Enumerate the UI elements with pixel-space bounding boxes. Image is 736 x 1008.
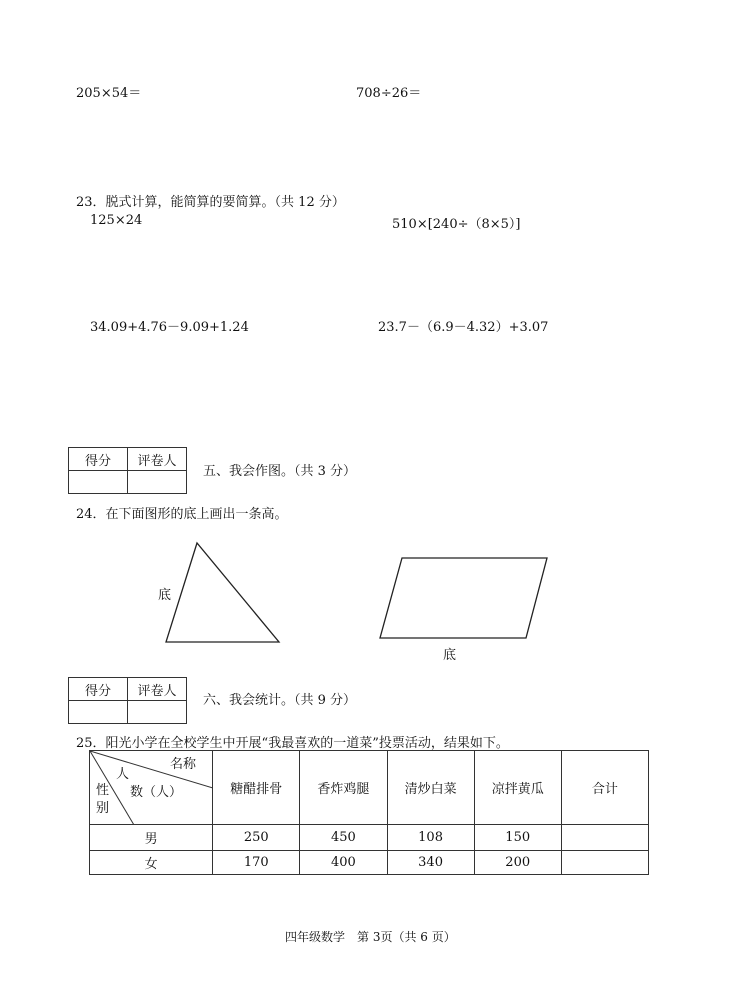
problem-divide: 708÷26＝ [356,86,422,101]
vote-table [89,750,649,875]
column-header: 凉拌黄瓜 [474,751,561,825]
q23-problem-2: 510×[240÷（8×5）] [392,217,521,232]
q23-problem-4: 23.7－（6.9－4.32）+3.07 [378,320,549,335]
total-cell[interactable] [561,825,648,851]
grader-label: 评卷人 [128,678,187,701]
table-row [90,825,649,851]
score-label: 得分 [69,678,128,701]
table-cell: 150 [474,825,561,851]
header-count-label: 数（人） [130,785,183,800]
q24-title: 24．在下面图形的底上画出一条高。 [76,507,288,522]
triangle-shape [166,543,279,642]
q23-title: 23．脱式计算，能简算的要简算。（共 12 分） [76,195,345,210]
header-diagonal-cell [90,751,213,825]
problem-multiply: 205×54＝ [76,86,142,101]
table-row [90,851,649,875]
table-cell: 170 [213,851,300,875]
score-field[interactable] [69,701,128,724]
table-cell: 200 [474,851,561,875]
triangle-base-label: 底 [158,588,172,603]
table-cell: 450 [300,825,387,851]
q25-title: 25．阳光小学在全校学生中开展“我最喜欢的一道菜”投票活动，结果如下。 [76,736,509,751]
header-gender-label-1: 性 [96,783,110,798]
grader-label: 评卷人 [128,448,187,471]
row-label: 女 [90,851,213,875]
q23-problem-3: 34.09+4.76－9.09+1.24 [90,320,249,335]
page-footer: 四年级数学 第 3页（共 6 页） [285,930,456,944]
q23-problem-1: 125×24 [90,213,143,228]
section5-title: 五、我会作图。（共 3 分） [203,464,357,479]
grader-field[interactable] [128,701,187,724]
total-cell[interactable] [561,851,648,875]
column-header: 合计 [561,751,648,825]
table-cell: 250 [213,825,300,851]
column-header: 糖醋排骨 [213,751,300,825]
section6-title: 六、我会统计。（共 9 分） [203,693,357,708]
table-cell: 340 [387,851,474,875]
table-cell: 400 [300,851,387,875]
parallelogram-shape [380,558,547,638]
score-box-section6 [68,677,187,724]
row-label: 男 [90,825,213,851]
parallelogram-base-label: 底 [443,648,457,663]
score-label: 得分 [69,448,128,471]
header-gender-label-2: 别 [96,801,110,816]
header-people-label: 人 [116,767,130,782]
table-cell: 108 [387,825,474,851]
column-header: 清炒白菜 [387,751,474,825]
column-header: 香炸鸡腿 [300,751,387,825]
header-name-label: 名称 [170,757,197,772]
